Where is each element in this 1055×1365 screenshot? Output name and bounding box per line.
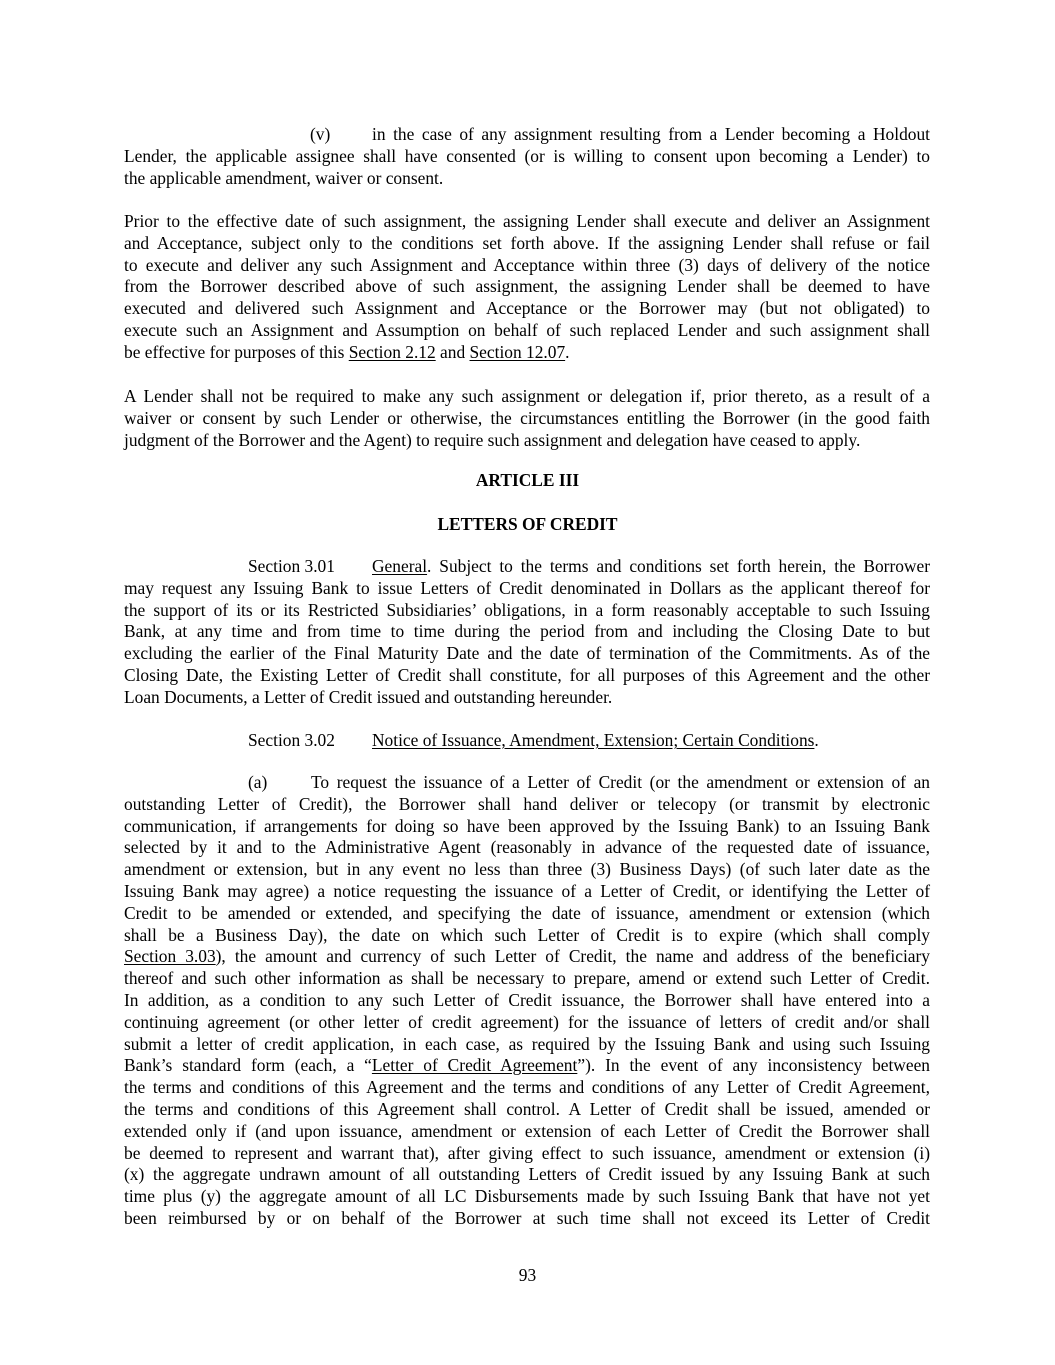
- page-number: 93: [518, 1265, 537, 1285]
- underlined-reference: General: [372, 556, 428, 576]
- text-line: [124, 687, 930, 709]
- text-run: waiver or consent by such Lender or otherwise, the circumstances entitling the Borrower (in the good faith: [124, 407, 930, 428]
- text-line: [124, 211, 930, 233]
- text-line: [124, 342, 930, 364]
- text-run: In addition, as a condition to any such Letter of Credit issuance, the Borrower shall have entered into a: [124, 989, 930, 1010]
- text-line: [124, 146, 930, 168]
- text-run: Prior to the effective date of such assignment, the assigning Lender shall execute and deliver an Assignment: [124, 211, 930, 231]
- text-run: .: [565, 341, 570, 362]
- text-run: .: [814, 730, 819, 750]
- text-run: judgment of the Borrower and the Agent) to require such assignment and delegation have ceased to apply.: [124, 429, 861, 450]
- text-run: from the Borrower described above of such assignment, the assigning Lender shall be deemed to have: [124, 276, 930, 297]
- text-run: submit a letter of credit application, in each case, as required by the Issuing Bank and using such Issuing: [124, 1033, 930, 1054]
- section-3-02-heading: [124, 730, 930, 752]
- lender-not-required-paragraph: [124, 386, 930, 451]
- text-run: ”). In the event of any inconsistency between: [577, 1055, 931, 1076]
- text-line: [124, 1055, 930, 1077]
- text-line: [124, 1099, 930, 1121]
- enumerator-label: (v): [310, 124, 331, 144]
- text-run: selected by it and to the Administrative Agent (reasonably in advance of the requested date of issuance,: [124, 837, 930, 858]
- text-line: [124, 772, 930, 794]
- text-line: [124, 946, 930, 968]
- text-line: [124, 925, 930, 947]
- text-line: [124, 730, 930, 752]
- text-run: the applicable amendment, waiver or consent.: [124, 167, 444, 188]
- text-line: [124, 168, 930, 190]
- underlined-reference: Notice of Issuance, Amendment, Extension; Certain Conditions: [372, 730, 815, 750]
- text-run: (x) the aggregate undrawn amount of all outstanding Letters of Credit issued by any Issuing Bank at such: [124, 1164, 930, 1185]
- text-run: To request the issuance of a Letter of Credit (or the amendment or extension of an: [311, 772, 930, 792]
- text-run: A Lender shall not be required to make any such assignment or delegation if, prior thereto, as a result of a: [124, 386, 930, 406]
- text-run: continuing agreement (or other letter of credit agreement) for the issuance of letters of credit and/or shall: [124, 1011, 930, 1032]
- assignment-execution-paragraph: [124, 211, 930, 364]
- text-line: [124, 124, 930, 146]
- text-run: ), the amount and currency of such Letter of Credit, the name and address of the beneficiary: [215, 946, 930, 967]
- text-line: [124, 1164, 930, 1186]
- text-line: [124, 386, 930, 408]
- enumerator-label: (a): [248, 772, 268, 792]
- text-line: [124, 665, 930, 687]
- enumerator-label: Section 3.01: [248, 556, 335, 576]
- text-line: [124, 276, 930, 298]
- text-run: shall be a Business Day), the date on which such Letter of Credit is to expire (which shall comply: [124, 924, 930, 945]
- article-number-heading: ARTICLE III: [475, 470, 580, 490]
- text-run: Issuing Bank may agree) a notice requesting the issuance of a Letter of Credit, or identifying the Letter of: [124, 880, 930, 901]
- text-run: thereof and such other information as shall be necessary to prepare, amend or extend such Letter of Credit.: [124, 968, 930, 989]
- text-line: [124, 1143, 930, 1165]
- underlined-reference: Section 2.12: [348, 341, 436, 362]
- text-line: [124, 621, 930, 643]
- text-run: to execute and deliver any such Assignment and Acceptance within three (3) days of delivery of the notice: [124, 254, 930, 275]
- text-run: the terms and conditions of this Agreement and the terms and conditions of any Letter of Credit Agreement,: [124, 1077, 930, 1098]
- clause-a-paragraph: [124, 772, 930, 1230]
- text-run: Bank, at any time and from time to time during the period from and including the Closing Date to but: [124, 621, 930, 642]
- text-line: [124, 881, 930, 903]
- article-title-heading: LETTERS OF CREDIT: [437, 514, 618, 534]
- text-run: amendment or extension, but in any event no less than three (3) Business Days) (of such later date as the: [124, 859, 930, 880]
- text-run: executed and delivered such Assignment and Acceptance or the Borrower may (but not obligated) to: [124, 298, 930, 319]
- underlined-reference: Section 12.07: [469, 341, 566, 362]
- text-line: [124, 1034, 930, 1056]
- text-line: [124, 816, 930, 838]
- text-line: [124, 837, 930, 859]
- text-line: [124, 1186, 930, 1208]
- text-run: outstanding Letter of Credit), the Borrower shall hand deliver or telecopy (or transmit by electronic: [124, 793, 930, 814]
- text-run: Credit to be amended or extended, and specifying the date of issuance, amendment or extension (which: [124, 902, 930, 923]
- text-line: [124, 408, 930, 430]
- text-line: [124, 430, 930, 452]
- text-run: Closing Date, the Existing Letter of Credit shall constitute, for all purposes of this Agreement and the other: [124, 664, 930, 685]
- text-line: [124, 903, 930, 925]
- enumerator-label: Section 3.02: [248, 730, 335, 750]
- text-run: the terms and conditions of this Agreement shall control. A Letter of Credit shall be issued, amended or: [124, 1098, 930, 1119]
- text-line: [124, 1208, 930, 1230]
- underlined-reference: Section 3.03: [124, 946, 216, 967]
- text-line: [124, 320, 930, 342]
- text-run: excluding the earlier of the Final Maturity Date and the date of termination of the Commitments. As of the: [124, 643, 930, 664]
- text-run: be effective for purposes of this: [124, 341, 349, 362]
- text-line: [124, 859, 930, 881]
- text-run: the support of its or its Restricted Subsidiaries’ obligations, in a form reasonably acceptable to such Issuing: [124, 599, 930, 620]
- text-line: [124, 968, 930, 990]
- text-line: [124, 643, 930, 665]
- text-line: [124, 990, 930, 1012]
- text-run: been reimbursed by or on behalf of the Borrower at such time shall not exceed its Letter of Credit: [124, 1207, 930, 1228]
- text-line: [124, 298, 930, 320]
- text-run: in the case of any assignment resulting from a Lender becoming a Holdout: [372, 124, 930, 144]
- text-run: execute such an Assignment and Assumption on behalf of such replaced Lender and such assignment shall: [124, 319, 930, 340]
- text-line: [124, 255, 930, 277]
- underlined-reference: Letter of Credit Agreement: [371, 1055, 578, 1076]
- text-run: time plus (y) the aggregate amount of all LC Disbursements made by such Issuing Bank that have not yet: [124, 1186, 930, 1207]
- text-line: [124, 600, 930, 622]
- text-run: . Subject to the terms and conditions set forth herein, the Borrower: [427, 556, 930, 576]
- text-run: and Acceptance, subject only to the conditions set forth above. If the assigning Lender shall refuse or fail: [124, 232, 930, 253]
- text-line: [124, 1121, 930, 1143]
- text-run: Loan Documents, a Letter of Credit issued and outstanding hereunder.: [124, 686, 613, 707]
- text-run: communication, if arrangements for doing so have been approved by the Issuing Bank) to an Issuing Bank: [124, 815, 930, 836]
- text-line: [124, 1012, 930, 1034]
- text-line: [124, 794, 930, 816]
- text-run: Bank’s standard form (each, a “: [124, 1055, 372, 1076]
- text-line: [124, 233, 930, 255]
- text-line: [124, 556, 930, 578]
- text-run: Lender, the applicable assignee shall have consented (or is willing to consent upon becoming a Lender) to: [124, 145, 930, 166]
- clause-v-paragraph: [124, 124, 930, 189]
- text-run: extended only if (and upon issuance, amendment or extension of each Letter of Credit the Borrower shall: [124, 1120, 930, 1141]
- text-line: [124, 578, 930, 600]
- text-run: and: [435, 341, 470, 362]
- text-line: [124, 1077, 930, 1099]
- text-run: be deemed to represent and warrant that), after giving effect to such issuance, amendment or extension (i): [124, 1142, 930, 1163]
- text-run: may request any Issuing Bank to issue Letters of Credit denominated in Dollars as the applicant thereof for: [124, 577, 930, 598]
- section-3-01-paragraph: [124, 556, 930, 709]
